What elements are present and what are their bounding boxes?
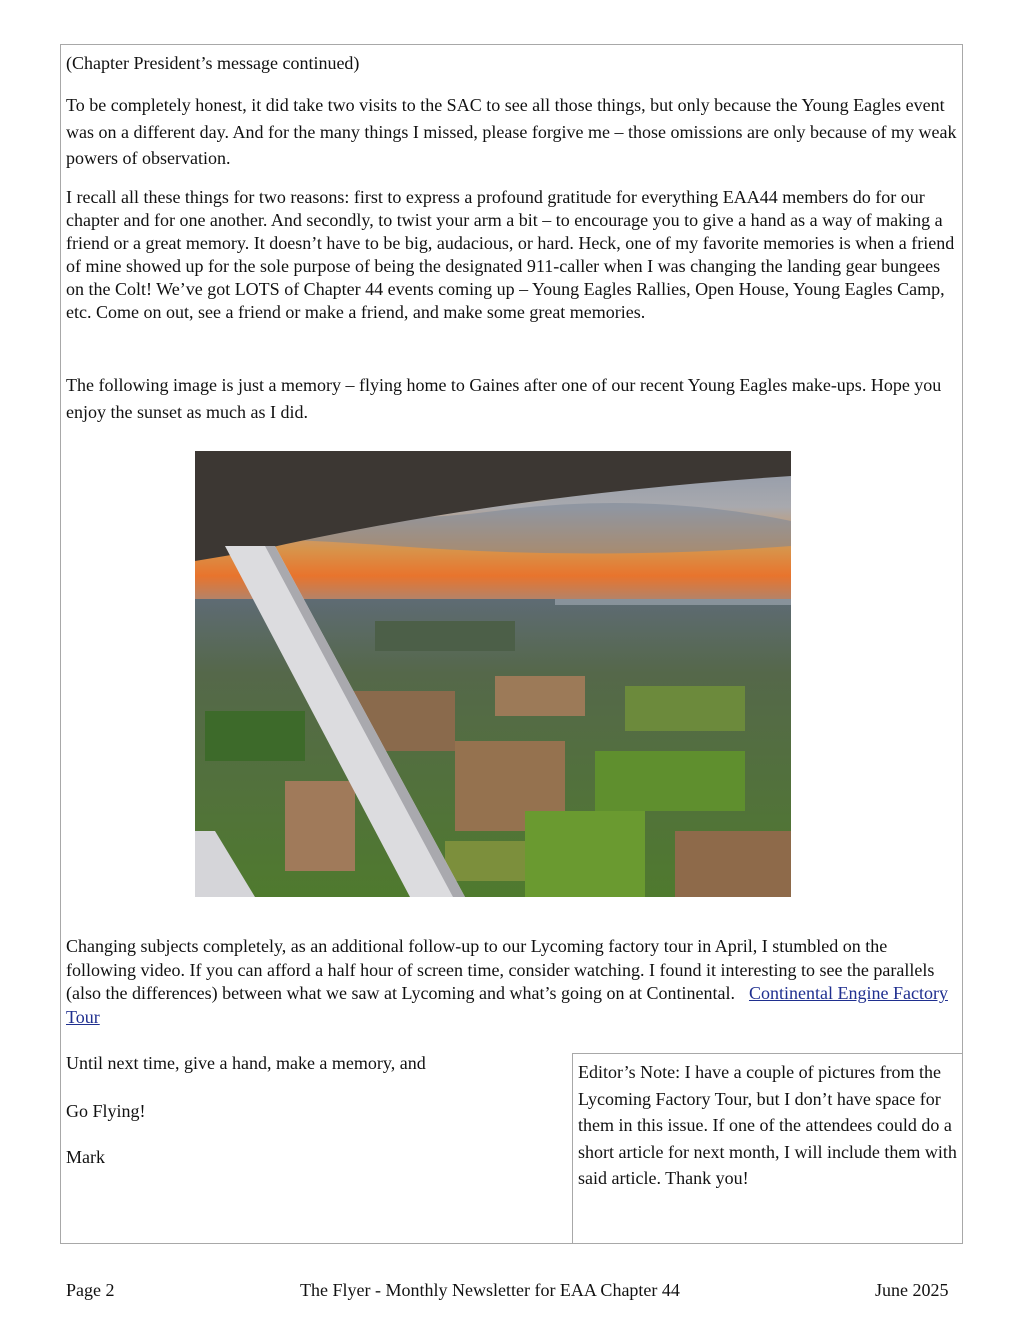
go-flying: Go Flying!: [66, 1101, 146, 1121]
paragraph-image-intro: The following image is just a memory – flying home to Gaines after one of our recent Young Eagles make-ups. Hope you enjoy the sunset as much as I did.: [66, 375, 942, 422]
newsletter-title: The Flyer - Monthly Newsletter for EAA Chapter 44: [300, 1280, 680, 1300]
paragraph-visits: To be completely honest, it did take two visits to the SAC to see all those things, but only because the Young Eagles event was on a different day. And for the many things I missed, please forgive me – those omissions are only because of my weak powers of observation.: [66, 95, 957, 168]
sunset-flight-photo: [195, 451, 791, 897]
paragraph-gratitude: I recall all these things for two reasons: first to express a profound gratitude for everything EAA44 members do for our chapter and for one another. And secondly, to twist your arm a bit – to encourage you to give a hand as a way of making a friend or a great memory. It doesn’t have to be big, audacious, or hard. Heck, one of my favorite memories is when a friend of mine showed up for the sole purpose of being the designated 911-caller when I was changing the landing gear bungees on the Colt! We’ve got LOTS of Chapter 44 events coming up – Young Eagles Rallies, Open House, Young Eagles Camp, etc. Come on out, see a friend or make a friend, and make some great memories.: [66, 187, 955, 322]
continued-heading: (Chapter President’s message continued): [66, 53, 360, 73]
issue-date: June 2025: [875, 1280, 949, 1300]
paragraph-lycoming-text: Changing subjects completely, as an additional follow-up to our Lycoming factory tour in April, I stumbled on the following video. If you can afford a half hour of screen time, consider watching. I found it interesting to see the parallels (also the differences) between what we saw at Lycoming and what’s going on at Continental.: [66, 936, 935, 1003]
editor-note: Editor’s Note: I have a couple of pictures from the Lycoming Factory Tour, but I don’t have space for them in this issue. If one of the attendees could do a short article for next month, I will include them with said article. Thank you!: [578, 1062, 957, 1188]
paragraph-lycoming-followup: [66, 935, 958, 1029]
signature: Mark: [66, 1147, 105, 1167]
closing-line: Until next time, give a hand, make a memory, and: [66, 1053, 426, 1073]
page-number: Page 2: [66, 1280, 115, 1300]
continental-tour-link[interactable]: Continental Engine Factory Tour: [66, 983, 948, 1027]
